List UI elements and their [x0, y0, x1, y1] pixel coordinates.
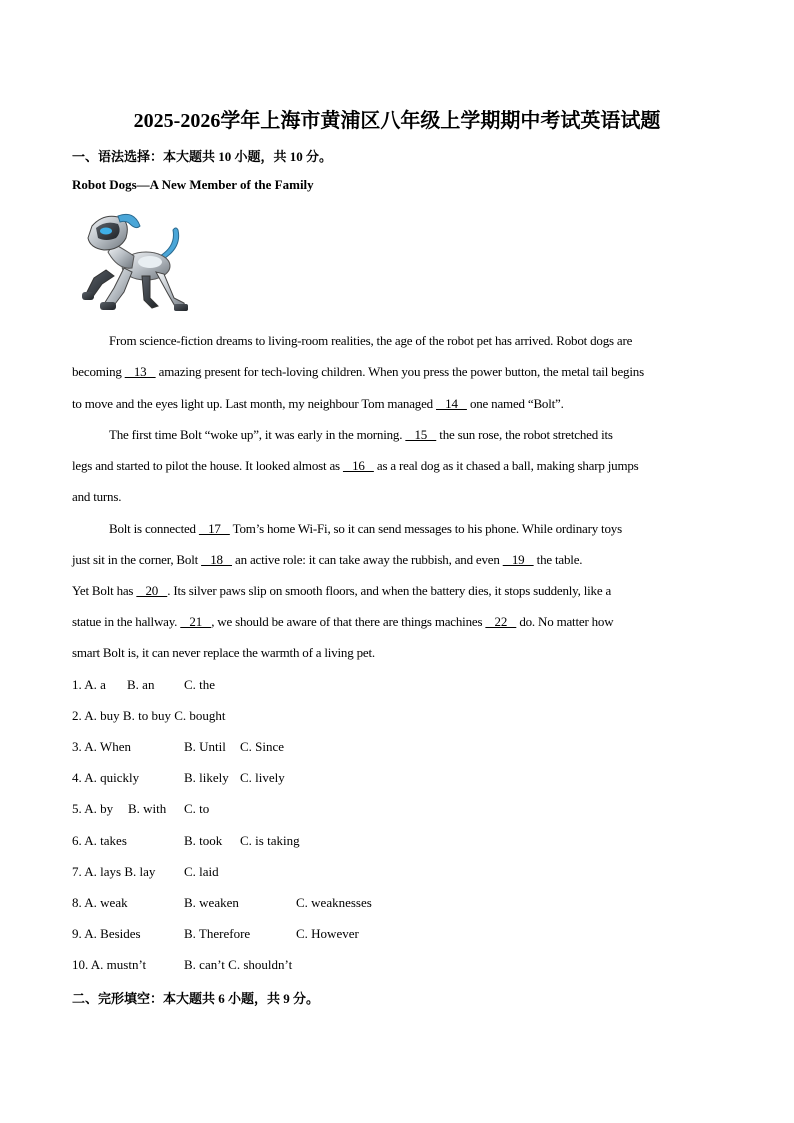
blank-18: 18 — [201, 552, 232, 567]
question-option-a: 9. A. Besides — [72, 926, 141, 941]
blank-16: 16 — [342, 458, 374, 473]
question-option-b: B. likely — [184, 770, 229, 785]
question-option-b: B. weaken — [184, 895, 239, 910]
blank-17: 17 — [198, 521, 230, 536]
question-option-b: B. with — [128, 801, 167, 816]
paragraph-1-line-1: From science-fiction dreams to living-room realities, the age of the robot pet has arrived. Robot dogs are — [109, 333, 633, 348]
question-option-a: 10. A. mustn’t — [72, 957, 147, 972]
section-heading-grammar: 一、语法选择：本大题共 10 小题，共 10 分。 — [72, 149, 333, 164]
question-option-b: B. took — [184, 833, 223, 848]
blank-13: 13 — [124, 364, 156, 379]
question-option-c: C. lively — [240, 770, 285, 785]
paragraph-2-line-2: legs and started to pilot the house. It looked almost as 16 as a real dog as it chased a ball, making sharp jumps — [72, 458, 639, 473]
paragraph-2-line-1: The first time Bolt “woke up”, it was early in the morning. 15 the sun rose, the robot stretched its — [109, 427, 613, 442]
question-option-b: B. an — [127, 677, 155, 692]
question-option-b: B. can’t C. shouldn’t — [184, 957, 293, 972]
question-option-c: C. However — [296, 926, 359, 941]
paragraph-3-line-1: Bolt is connected 17 Tom’s home Wi-Fi, so it can send messages to his phone. While ordinary toys — [109, 521, 622, 536]
question-option-a: 7. A. lays B. lay — [72, 864, 156, 879]
question-option-a: 4. A. quickly — [72, 770, 140, 785]
paragraph-3-line-5: smart Bolt is, it can never replace the warmth of a living pet. — [72, 645, 375, 660]
question-option-c: C. the — [184, 677, 216, 692]
question-option-c: C. weaknesses — [296, 895, 372, 910]
question-option-b: B. Therefore — [184, 926, 251, 941]
page-title: 2025-2026学年上海市黄浦区八年级上学期期中考试英语试题 — [133, 110, 661, 132]
question-option-a: 8. A. weak — [72, 895, 128, 910]
question-option-a: 3. A. When — [72, 739, 131, 754]
blank-21: 21 — [180, 614, 212, 629]
question-options: 2. A. buy B. to buy C. bought — [72, 708, 226, 723]
paragraph-3-line-3: Yet Bolt has 20 . Its silver paws slip on smooth floors, and when the battery dies, it stops suddenly, like a — [72, 583, 612, 598]
paragraph-3-line-2: just sit in the corner, Bolt 18 an active role: it can take away the rubbish, and even 19 the table. — [72, 552, 583, 567]
paragraph-3-line-4: statue in the hallway. 21 , we should be aware of that there are things machines 22 do. No matter how — [72, 614, 614, 629]
blank-15: 15 — [405, 427, 437, 442]
paragraph-2-line-3: and turns. — [72, 489, 122, 504]
paragraph-1-line-2: becoming 13 amazing present for tech-loving children. When you press the power button, the metal tail begins — [72, 364, 644, 379]
blank-14: 14 — [436, 396, 467, 411]
question-option-a: 1. A. a — [72, 677, 106, 692]
paragraph-1-line-3: to move and the eyes light up. Last month, my neighbour Tom managed 14 one named “Bolt”. — [72, 396, 564, 411]
robot-dog-image — [78, 208, 192, 318]
passage-title: Robot Dogs—A New Member of the Family — [72, 177, 314, 192]
question-option-c: C. Since — [240, 739, 285, 754]
question-option-c: C. laid — [184, 864, 219, 879]
question-option-a: 5. A. by — [72, 801, 114, 816]
question-option-c: C. to — [184, 801, 210, 816]
blank-20: 20 — [136, 583, 168, 598]
section-heading-cloze: 二、完形填空：本大题共 6 小题，共 9 分。 — [72, 991, 320, 1006]
question-option-c: C. is taking — [240, 833, 300, 848]
question-option-a: 6. A. takes — [72, 833, 127, 848]
blank-22: 22 — [485, 614, 517, 629]
question-option-b: B. Until — [184, 739, 226, 754]
blank-19: 19 — [502, 552, 534, 567]
